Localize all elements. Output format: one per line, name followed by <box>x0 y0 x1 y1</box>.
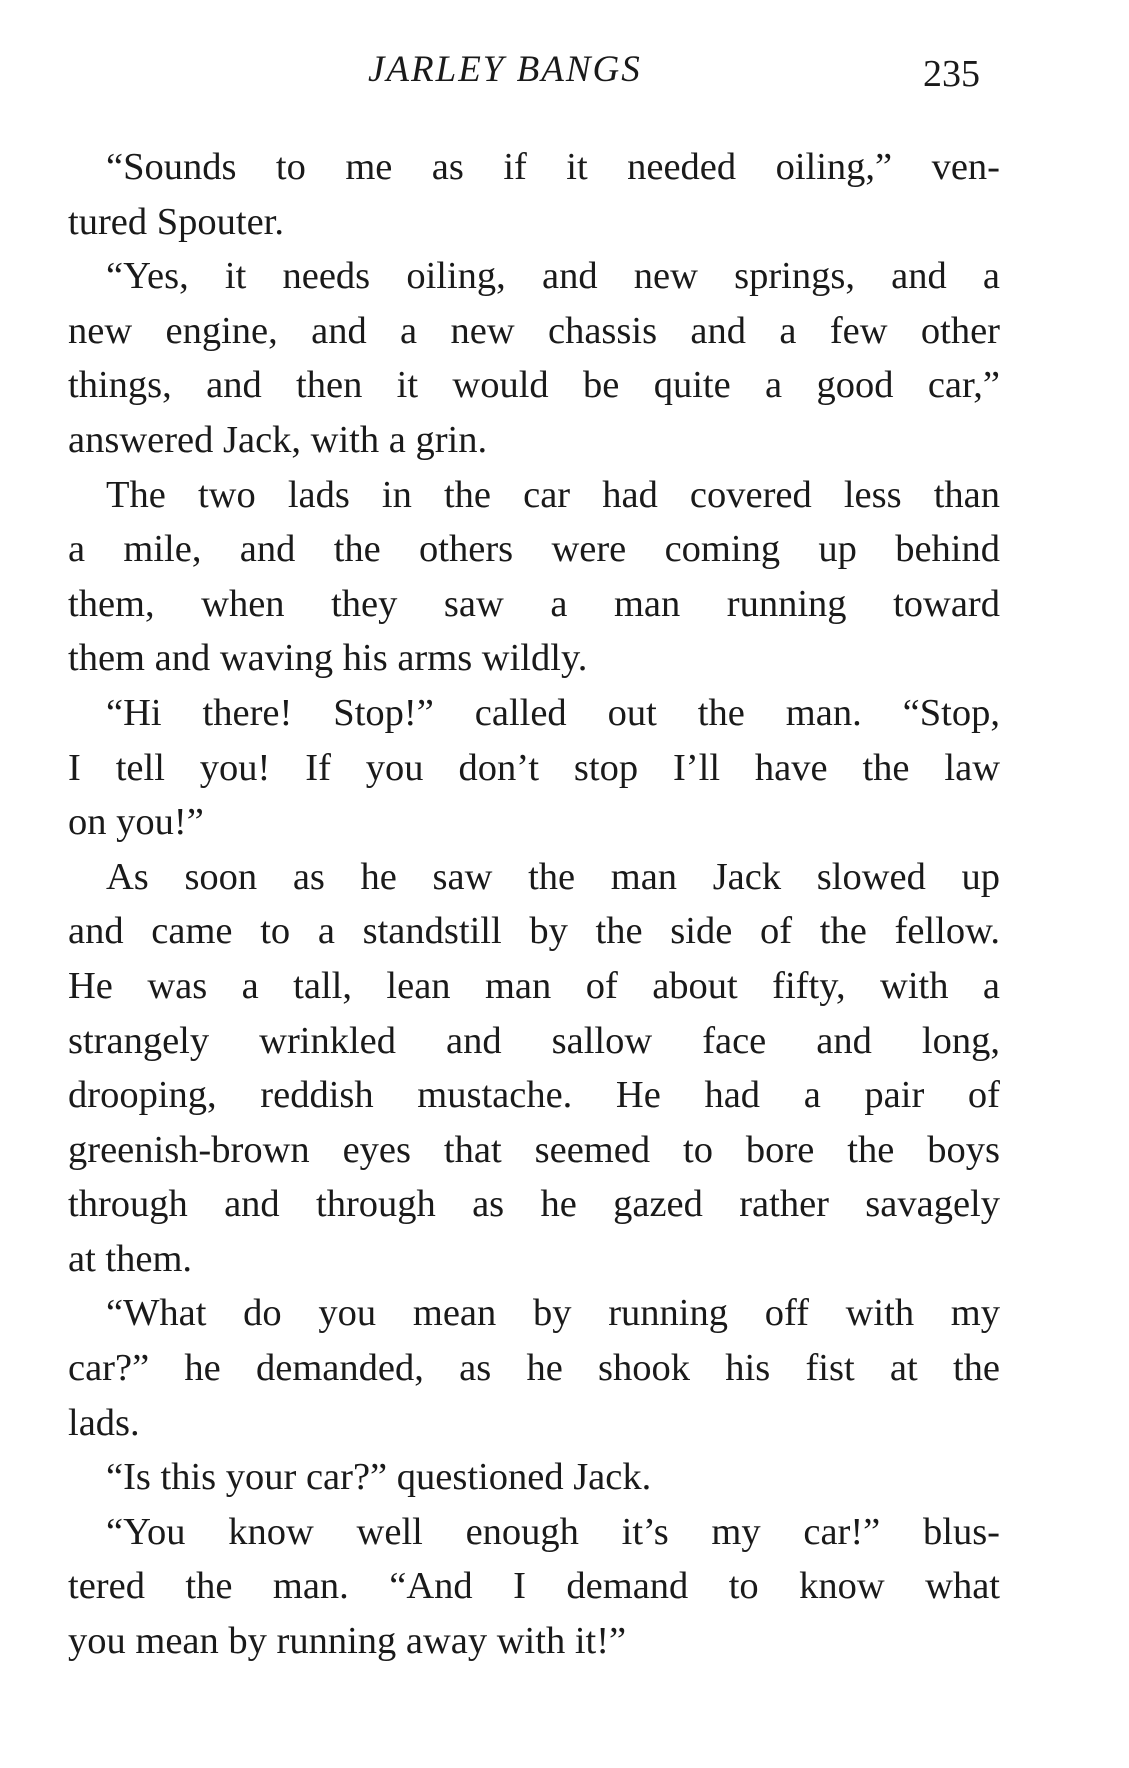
text-line: drooping, reddish mustache. He had a pair of <box>68 1074 1000 1117</box>
text-line: at them. <box>68 1237 193 1280</box>
text-line: The two lads in the car had covered less than <box>106 473 1000 516</box>
text-line: tured Spouter. <box>68 200 284 243</box>
text-line: “Is this your car?” questioned Jack. <box>106 1456 652 1499</box>
text-line: As soon as he saw the man Jack slowed up <box>106 855 1000 898</box>
text-line: them and waving his arms wildly. <box>68 637 588 680</box>
text-line: car?” he demanded, as he shook his fist at the <box>68 1347 1000 1390</box>
text-line: “Hi there! Stop!” called out the man. “Stop, <box>106 691 1000 734</box>
text-line: “Sounds to me as if it needed oiling,” ven- <box>106 146 1000 188</box>
text-line: things, and then it would be quite a good car,” <box>68 364 1000 407</box>
page-number: 235 <box>923 53 980 95</box>
text-line: a mile, and the others were coming up behind <box>68 528 1000 571</box>
text-line: on you!” <box>68 801 204 844</box>
text-line: answered Jack, with a grin. <box>68 418 488 461</box>
text-line: “Yes, it needs oiling, and new springs, and a <box>106 255 1000 298</box>
text-line: I tell you! If you don’t stop I’ll have the law <box>68 746 1000 789</box>
text-line: strangely wrinkled and sallow face and long, <box>68 1019 1000 1062</box>
page-header <box>0 48 1129 108</box>
text-line: He was a tall, lean man of about fifty, with a <box>68 964 1000 1007</box>
running-title: JARLEY BANGS <box>368 49 642 90</box>
text-line: “You know well enough it’s my car!” blus- <box>106 1510 1000 1553</box>
text-line: greenish-brown eyes that seemed to bore the boys <box>68 1128 1000 1171</box>
text-line: tered the man. “And I demand to know what <box>68 1565 1000 1608</box>
text-line: you mean by running away with it!” <box>68 1620 627 1663</box>
text-line: them, when they saw a man running toward <box>68 582 1000 625</box>
text-line: and came to a standstill by the side of the fellow. <box>68 910 1000 953</box>
text-line: through and through as he gazed rather savagely <box>68 1183 1000 1226</box>
text-line: new engine, and a new chassis and a few other <box>68 309 1000 352</box>
text-line: lads. <box>68 1401 140 1444</box>
text-line: “What do you mean by running off with my <box>106 1292 1000 1335</box>
body-text <box>68 140 1000 1669</box>
